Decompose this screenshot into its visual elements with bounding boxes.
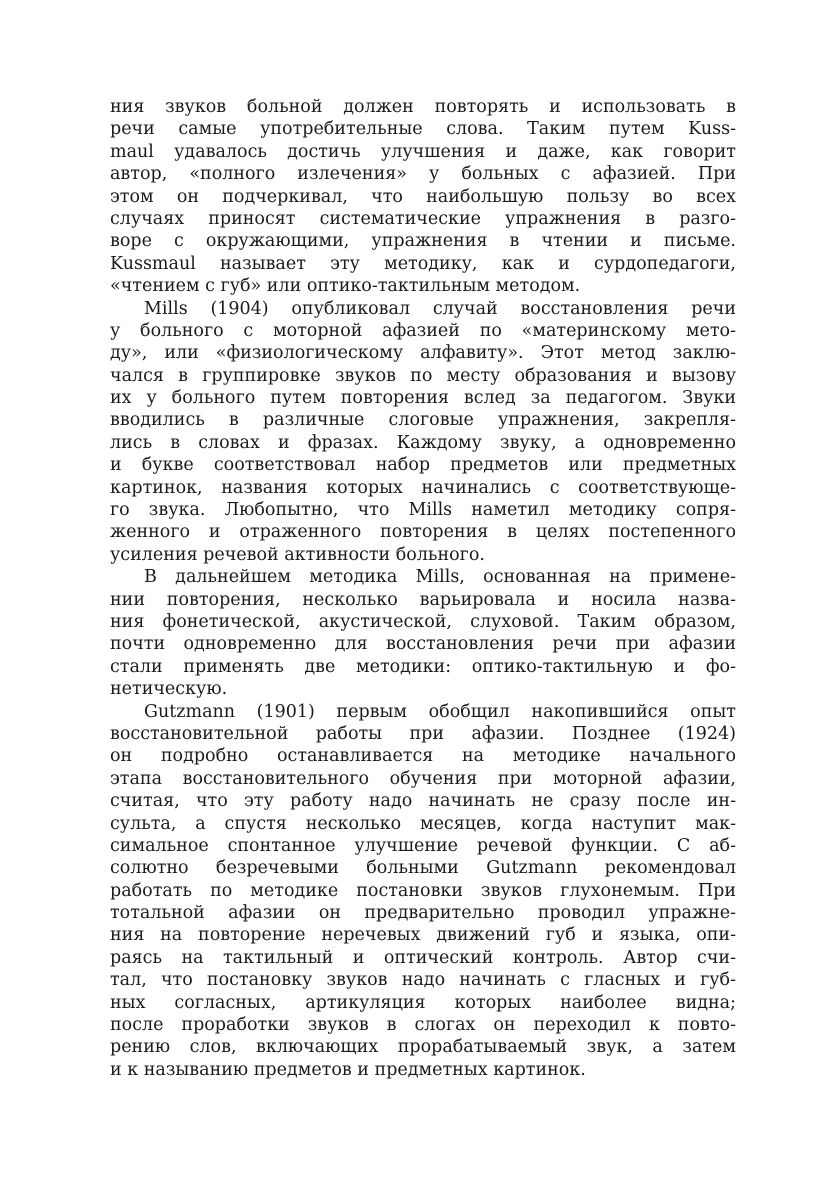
text-line: считая, что эту работу надо начинать не сразу после ин- (110, 791, 736, 812)
paragraph-mills (110, 298, 736, 567)
text-line: ния фонетической, акустической, слуховой. Таким образом, (110, 611, 736, 632)
text-line: Mills (1904) опубликовал случай восстановления речи (144, 298, 736, 319)
text-line: ду», или «физиологическому алфавиту». Этот метод заклю- (110, 343, 736, 364)
text-line: чался в группировке звуков по месту образования и вызову (110, 365, 736, 386)
text-line: этапа восстановительного обучения при моторной афазии, (110, 768, 736, 789)
paragraph-gutzmann (110, 701, 736, 1082)
text-line: тал, что постановку звуков надо начинать с гласных и губ- (110, 970, 736, 991)
body-text (110, 96, 736, 1081)
text-line: Gutzmann (1901) первым обобщил накопившийся опыт (144, 701, 736, 722)
text-line: ния звуков больной должен повторять и использовать в (110, 97, 736, 117)
text-line: раясь на тактильный и оптический контроль. Автор счи- (110, 947, 736, 968)
text-line: автор, «полного излечения» у больных с афазией. При (110, 164, 736, 185)
text-line: рению слов, включающих прорабатываемый звук, а затем (110, 1037, 736, 1058)
text-line: он подробно останавливается на методике начального (110, 746, 736, 767)
text-line: «чтением с губ» или оптико-тактильным методом. (110, 276, 581, 297)
text-line: восстановительной работы при афазии. Позднее (1924) (110, 723, 736, 744)
text-line: воре с окружающими, упражнения в чтении и письме. (110, 231, 736, 252)
text-line: тотальной афазии он предварительно проводил упражне- (110, 903, 736, 924)
text-line: стали применять две методики: оптико-тактильную и фо- (110, 656, 736, 677)
text-line: картинок, названия которых начинались с соответствующе- (110, 477, 736, 498)
text-line: ных согласных, артикуляция которых наиболее видна; (110, 992, 736, 1013)
text-line: симальное спонтанное улучшение речевой функции. С аб- (110, 835, 736, 856)
text-line: Kussmaul называет эту методику, как и сурдопедагоги, (110, 253, 736, 274)
text-line: нетическую. (110, 679, 228, 700)
text-line: усиления речевой активности больного. (110, 544, 485, 565)
text-line: лись в словах и фразах. Каждому звуку, а одновременно (110, 432, 736, 453)
text-line: и букве соответствовал набор предметов или предметных (110, 455, 736, 476)
text-line: их у больного путем повторения вслед за педагогом. Звуки (110, 388, 736, 409)
text-line: работать по методике постановки звуков глухонемым. При (110, 880, 736, 901)
text-line: у больного с моторной афазией по «материнскому мето- (110, 320, 736, 341)
text-line: нии повторения, несколько варьировала и носила назва- (110, 589, 736, 610)
text-line: вводились в различные слоговые упражнения, закрепля- (110, 410, 736, 431)
text-line: В дальнейшем методика Mills, основанная на примене- (144, 567, 736, 588)
text-line: солютно безречевыми больными Gutzmann рекомендовал (110, 858, 736, 879)
text-line: почти одновременно для восстановления речи при афазии (110, 634, 736, 655)
text-line: речи самые употребительные слова. Таким путем Kuss- (110, 119, 736, 140)
text-line: этом он подчеркивал, что наибольшую пользу во всех (110, 186, 736, 207)
text-line: и к называнию предметов и предметных картинок. (110, 1059, 586, 1080)
paragraph-kussmaul-continued (110, 96, 736, 298)
text-line: случаях приносят систематические упражнения в разго- (110, 208, 736, 229)
text-line: сульта, а спустя несколько месяцев, когда наступит мак- (110, 813, 736, 834)
text-line: го звука. Любопытно, что Mills наметил методику сопря- (110, 500, 736, 521)
paragraph-mills-method (110, 566, 736, 700)
text-line: после проработки звуков в слогах он переходил к повто- (110, 1015, 736, 1036)
text-line: ния на повторение неречевых движений губ и языка, опи- (110, 925, 736, 946)
text-line: женного и отраженного повторения в целях постепенного (110, 522, 736, 543)
text-line: maul удавалось достичь улучшения и даже, как говорит (110, 141, 736, 162)
